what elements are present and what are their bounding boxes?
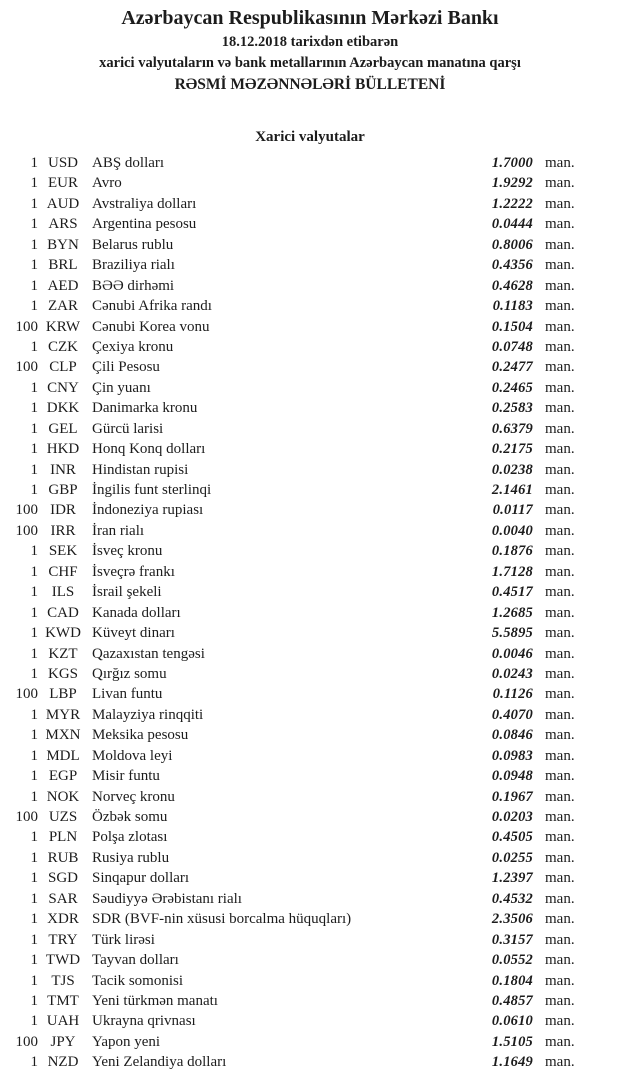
unit-label: man. [545,809,575,825]
currency-code: ILS [51,584,75,601]
bulletin-title: RƏSMİ MƏZƏNNƏLƏRİ BÜLLETENİ [174,76,446,93]
unit-label: man. [545,992,575,1009]
rate-value: 1.2685 [491,604,533,621]
rate-value: 0.0552 [491,952,533,969]
table-row [0,705,620,725]
quantity: 1 [30,563,38,580]
unit-label: man. [545,1033,575,1050]
quantity: 1 [30,584,38,601]
currency-code: MYR [45,706,81,723]
currency-name: İndoneziya rupiası [92,502,204,519]
unit-label: man. [545,665,575,682]
table-row [0,480,620,500]
table-row [0,173,620,193]
currency-name: Avro [92,175,122,192]
rate-value: 2.1461 [491,482,533,498]
table-row [0,889,620,909]
unit-label: man. [545,400,575,417]
rate-value: 0.0846 [491,727,533,744]
rate-value: 0.4356 [491,257,533,274]
currency-code: CLP [49,359,77,376]
unit-label: man. [545,522,575,539]
table-row [0,827,620,847]
unit-label: man. [545,277,575,294]
currency-name: Yapon yeni [92,1033,161,1050]
quantity: 1 [30,236,38,253]
unit-label: man. [545,216,575,233]
table-row [0,337,620,357]
currency-name: Hindistan rupisi [92,461,189,478]
unit-label: man. [545,768,575,785]
unit-label: man. [545,788,575,805]
effective-date-line: 18.12.2018 tarixdən etibarən [221,34,399,50]
table-row [0,439,620,459]
rate-value: 0.0444 [491,216,533,233]
rate-value: 5.5895 [491,625,533,642]
quantity: 1 [30,1013,38,1030]
rate-value: 0.0203 [491,809,533,825]
unit-label: man. [545,686,575,703]
currency-name: Misir funtu [92,768,160,785]
table-row [0,214,620,234]
bulletin-header [0,0,620,96]
unit-label: man. [545,175,575,192]
quantity: 1 [30,931,38,948]
currency-code: SAR [48,890,78,907]
currency-name: Cənubi Korea vonu [92,318,210,335]
unit-label: man. [545,195,575,212]
rate-value: 1.7000 [491,155,533,171]
currency-code: JPY [50,1033,76,1050]
quantity: 100 [15,502,38,519]
currency-name: İran rialı [92,522,145,539]
quantity: 1 [30,747,38,764]
unit-label: man. [545,727,575,744]
currency-name: Braziliya rialı [92,257,175,274]
unit-label: man. [545,359,575,376]
unit-label: man. [545,502,575,519]
currency-name: Səudiyyə Ərəbistanı rialı [92,890,242,907]
quantity: 1 [30,338,38,355]
rate-value: 0.2175 [491,441,533,458]
currency-code: KZT [48,645,78,662]
currency-code: MDL [46,747,80,764]
rate-value: 1.9292 [491,175,533,192]
currency-name: Rusiya rublu [92,849,170,866]
currency-code: PLN [48,829,78,846]
table-row [0,664,620,684]
table-row [0,644,620,664]
quantity: 100 [15,522,38,539]
unit-label: man. [545,870,575,887]
currency-code: UAH [46,1013,80,1030]
rate-value: 0.0243 [491,665,533,682]
table-row [0,807,620,827]
unit-label: man. [545,420,575,437]
currency-code: CNY [47,379,79,396]
table-row [0,194,620,214]
rate-value: 0.1126 [492,686,533,703]
table-row [0,357,620,377]
rate-value: 0.0983 [491,747,533,764]
table-row [0,787,620,807]
rate-value: 0.4505 [491,829,533,846]
currency-name: Küveyt dinarı [92,625,175,642]
currency-code: CAD [47,604,79,621]
table-row [0,971,620,991]
quantity: 1 [30,768,38,785]
bank-title: Azərbaycan Respublikasının Mərkəzi Bankı [121,7,499,29]
currency-code: NOK [46,788,80,805]
rate-value: 2.3506 [491,911,533,928]
currency-name: Özbək somu [92,809,168,825]
currency-name: Malayziya rinqqiti [92,706,204,723]
unit-label: man. [545,338,575,355]
currency-name: Polşa zlotası [92,829,168,846]
table-row [0,909,620,929]
table-row [0,235,620,255]
currency-name: Qazaxıstan tengəsi [92,645,205,662]
currency-name: İsveç kronu [92,543,163,560]
unit-label: man. [545,461,575,478]
currency-name: Çin yuanı [92,379,151,396]
quantity: 1 [30,379,38,396]
unit-label: man. [545,706,575,723]
quantity: 1 [30,972,38,989]
currency-name: BƏƏ dirhəmi [92,277,175,294]
table-row [0,868,620,888]
currency-code: LBP [49,686,77,703]
rate-value: 0.6379 [491,420,533,437]
currency-code: TMT [47,992,79,1009]
currency-code: DKK [46,400,80,417]
unit-label: man. [545,155,575,171]
table-row [0,296,620,316]
table-row [0,276,620,296]
currency-code: KWD [45,625,81,642]
unit-label: man. [545,931,575,948]
currency-name: İngilis funt sterlinqi [92,482,212,498]
rate-value: 0.0255 [491,849,533,866]
currency-code: GEL [48,420,78,437]
currency-code: ZAR [48,298,78,315]
rate-value: 1.2397 [491,870,533,887]
table-row [0,950,620,970]
unit-label: man. [545,441,575,458]
table-row [0,378,620,398]
currency-code: CHF [48,563,78,580]
table-row [0,317,620,337]
quantity: 1 [30,992,38,1009]
quantity: 1 [30,420,38,437]
rate-value: 0.0040 [491,522,533,539]
unit-label: man. [545,482,575,498]
exchange-rates-table [0,153,620,1073]
currency-name: Moldova leyi [92,747,173,764]
quantity: 1 [30,195,38,212]
quantity: 1 [30,829,38,846]
table-row [0,991,620,1011]
table-row [0,848,620,868]
unit-label: man. [545,318,575,335]
currency-code: USD [47,155,78,171]
rate-value: 0.3157 [491,931,533,948]
unit-label: man. [545,829,575,846]
rate-value: 0.0238 [491,461,533,478]
unit-label: man. [545,379,575,396]
quantity: 100 [15,1033,38,1050]
currency-name: Avstraliya dolları [92,195,197,212]
quantity: 1 [30,952,38,969]
quantity: 100 [15,809,38,825]
rate-value: 0.4070 [491,706,533,723]
unit-label: man. [545,849,575,866]
currency-name: Cənubi Afrika randı [92,298,212,315]
quantity: 1 [30,788,38,805]
currency-code: CZK [48,338,78,355]
table-row [0,500,620,520]
rate-value: 0.1183 [492,298,533,315]
currency-code: EUR [48,175,78,192]
rate-value: 0.4517 [491,584,533,601]
quantity: 1 [30,461,38,478]
quantity: 1 [30,604,38,621]
table-row [0,521,620,541]
currency-code: INR [50,461,76,478]
rate-value: 0.1804 [491,972,533,989]
quantity: 100 [15,318,38,335]
quantity: 1 [30,706,38,723]
quantity: 1 [30,155,38,171]
quantity: 1 [30,400,38,417]
currency-name: Honq Konq dolları [92,441,206,458]
table-row [0,419,620,439]
unit-label: man. [545,1013,575,1030]
unit-label: man. [545,747,575,764]
rate-value: 0.0610 [491,1013,533,1030]
currency-code: AUD [46,195,80,212]
table-row [0,623,620,643]
currency-name: Norveç kronu [92,788,175,805]
unit-label: man. [545,952,575,969]
currency-name: Çexiya kronu [92,338,174,355]
table-row [0,766,620,786]
currency-code: HKD [46,441,80,458]
table-row [0,746,620,766]
currency-code: BRL [48,257,78,274]
currency-code: KGS [47,665,78,682]
quantity: 100 [15,686,38,703]
currency-code: XDR [47,911,79,928]
unit-label: man. [545,604,575,621]
currency-code: TJS [51,972,75,989]
quantity: 1 [30,175,38,192]
currency-name: Qırğız somu [92,665,167,682]
rate-value: 1.2222 [491,195,533,212]
rate-value: 0.2477 [491,359,533,376]
unit-label: man. [545,563,575,580]
quantity: 100 [15,359,38,376]
quantity: 1 [30,911,38,928]
currency-code: IRR [50,522,76,539]
table-row [0,725,620,745]
currency-name: SDR (BVF-nin xüsusi borcalma hüquqları) [92,911,352,928]
rate-value: 0.1504 [491,318,533,335]
currency-name: Türk lirəsi [92,931,155,948]
currency-name: Gürcü larisi [92,420,164,437]
currency-name: Yeni Zelandiya dolları [92,1054,227,1071]
unit-label: man. [545,543,575,560]
currency-name: Meksika pesosu [92,727,189,744]
table-row [0,541,620,561]
currency-name: Belarus rublu [92,236,174,253]
rate-value: 0.2583 [491,400,533,417]
unit-label: man. [545,972,575,989]
table-row [0,1011,620,1031]
table-row [0,582,620,602]
bulletin-subtitle: xarici valyutaların və bank metallarının Azərbaycan manatına qarşı [99,55,521,71]
quantity: 1 [30,870,38,887]
currency-name: Livan funtu [92,686,163,703]
unit-label: man. [545,911,575,928]
currency-code: UZS [48,809,78,825]
quantity: 1 [30,849,38,866]
quantity: 1 [30,665,38,682]
currency-code: SGD [47,870,78,887]
currency-code: SEK [48,543,78,560]
quantity: 1 [30,216,38,233]
currency-name: ABŞ dolları [92,155,165,171]
unit-label: man. [545,625,575,642]
rate-value: 0.0046 [491,645,533,662]
rate-value: 1.5105 [491,1033,533,1050]
table-row [0,930,620,950]
rate-value: 1.1649 [491,1054,533,1071]
quantity: 1 [30,625,38,642]
unit-label: man. [545,584,575,601]
rate-value: 0.4628 [491,277,533,294]
quantity: 1 [30,1054,38,1071]
rate-value: 0.0117 [492,502,533,519]
currency-name: Danimarka kronu [92,400,198,417]
quantity: 1 [30,277,38,294]
table-row [0,460,620,480]
currency-name: Tayvan dolları [92,952,179,969]
currency-name: İsrail şekeli [92,584,162,601]
unit-label: man. [545,1054,575,1071]
rate-value: 0.1967 [491,788,533,805]
table-row [0,562,620,582]
rate-value: 0.1876 [491,543,533,560]
currency-name: Sinqapur dolları [92,870,190,887]
currency-code: EGP [48,768,78,785]
quantity: 1 [30,257,38,274]
currency-code: RUB [47,849,79,866]
currency-name: Çili Pesosu [92,359,160,376]
quantity: 1 [30,298,38,315]
rate-value: 0.0948 [491,768,533,785]
unit-label: man. [545,298,575,315]
currency-name: Argentina pesosu [92,216,197,233]
section-title-foreign-currencies: Xarici valyutalar [255,129,365,145]
currency-name: Kanada dolları [92,604,181,621]
table-row [0,1032,620,1052]
unit-label: man. [545,236,575,253]
currency-name: İsveçrə frankı [92,563,175,580]
currency-code: KRW [45,318,81,335]
rate-value: 0.0748 [491,338,533,355]
currency-name: Ukrayna qrivnası [92,1013,196,1030]
rate-value: 0.4857 [491,992,533,1009]
unit-label: man. [545,890,575,907]
table-row [0,603,620,623]
currency-code: AED [47,277,79,294]
currency-name: Yeni türkmən manatı [92,992,218,1009]
rate-value: 0.8006 [491,236,533,253]
table-row [0,684,620,704]
rate-value: 0.2465 [491,379,533,396]
table-row [0,1052,620,1072]
unit-label: man. [545,645,575,662]
quantity: 1 [30,727,38,744]
currency-code: NZD [47,1054,79,1071]
currency-code: TRY [48,931,78,948]
quantity: 1 [30,645,38,662]
quantity: 1 [30,482,38,498]
table-row [0,255,620,275]
quantity: 1 [30,890,38,907]
currency-code: TWD [45,952,81,969]
currency-code: ARS [48,216,78,233]
quantity: 1 [30,441,38,458]
unit-label: man. [545,257,575,274]
currency-name: Tacik somonisi [92,972,184,989]
table-row [0,153,620,173]
quantity: 1 [30,543,38,560]
currency-code: GBP [48,482,78,498]
table-row [0,398,620,418]
rate-value: 1.7128 [491,563,533,580]
currency-code: MXN [45,727,81,744]
rate-value: 0.4532 [491,890,533,907]
currency-code: IDR [50,502,76,519]
currency-code: BYN [47,236,79,253]
